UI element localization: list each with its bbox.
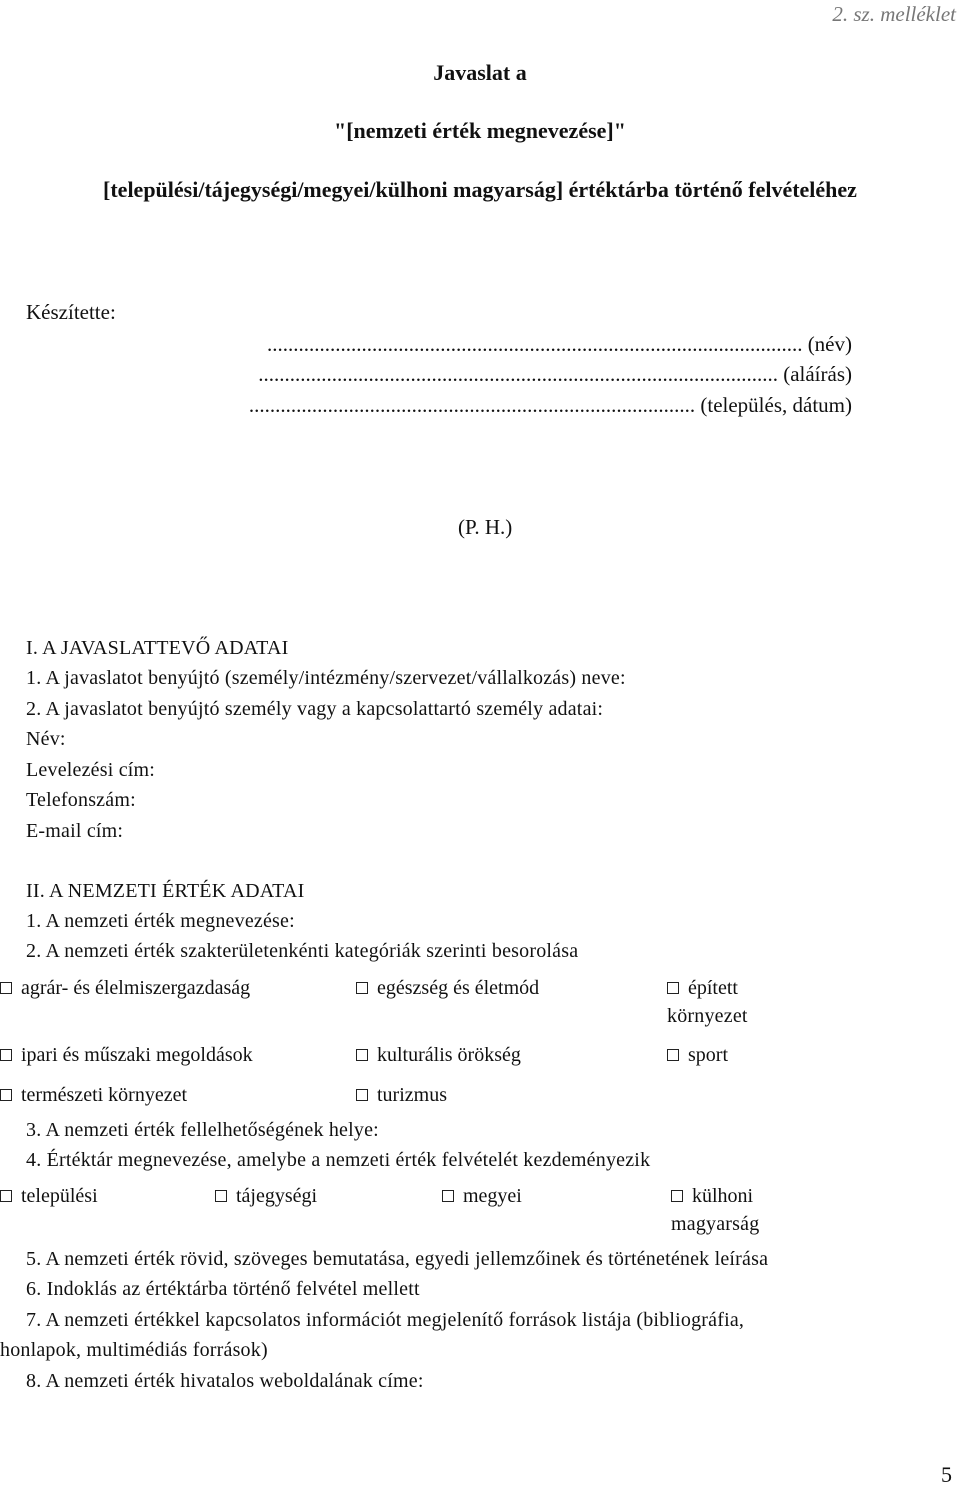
checkbox-termeszeti[interactable]	[0, 1081, 187, 1109]
s2-item3: 3. A nemzeti érték fellelhetőségének helye:	[26, 1119, 379, 1141]
checkbox-square[interactable]	[0, 1190, 12, 1202]
checkbox-square[interactable]	[0, 1049, 12, 1061]
checkbox-square[interactable]	[356, 1049, 368, 1061]
checkbox-square[interactable]	[356, 1089, 368, 1101]
checkbox-egeszseg[interactable]	[356, 974, 539, 1002]
checkbox-square[interactable]	[667, 982, 679, 994]
checkbox-epitett-kornyezet[interactable]	[667, 974, 738, 1002]
signature-line: ................................................................................................... (aláírás)	[258, 362, 852, 386]
checkbox-label: agrár- és élelmiszergazdaság	[21, 977, 251, 999]
checkbox-turizmus[interactable]	[356, 1081, 447, 1109]
checkbox-square[interactable]	[671, 1190, 683, 1202]
doc-title-line3: [települési/tájegységi/megyei/külhoni magyarság] értéktárba történő felvételéhez	[103, 177, 857, 202]
address-field-label: Levelezési cím:	[26, 759, 156, 781]
checkbox-square[interactable]	[442, 1190, 454, 1202]
page-number: 5	[941, 1462, 952, 1487]
s1-item1: 1. A javaslatot benyújtó (személy/intézmény/szervezet/vállalkozás) neve:	[26, 667, 626, 689]
place-date-line: ..................................................................................... (település, dátum)	[248, 393, 852, 417]
s2-item2: 2. A nemzeti érték szakterületenkénti kategóriák szerinti besorolása	[26, 940, 579, 962]
stamp-placeholder: (P. H.)	[458, 515, 513, 539]
annex-label: 2. sz. melléklet	[832, 2, 956, 26]
checkbox-agrar[interactable]	[0, 974, 250, 1002]
s2-item6: 6. Indoklás az értéktárba történő felvétel mellett	[26, 1278, 420, 1300]
checkbox-square[interactable]	[0, 1089, 12, 1101]
s2-item7: 7. A nemzeti értékkel kapcsolatos információt megjelenítő források listája (bibliográfia,	[26, 1309, 745, 1331]
s1-item2: 2. A javaslatot benyújtó személy vagy a kapcsolattartó személy adatai:	[26, 698, 604, 720]
checkbox-label-cont: környezet	[667, 1005, 748, 1027]
section1-heading: I. A JAVASLATTEVŐ ADATAI	[26, 637, 289, 659]
checkbox-kulturalis[interactable]	[356, 1041, 521, 1069]
checkbox-square[interactable]	[667, 1049, 679, 1061]
checkbox-kulhoni-magyarsag[interactable]	[671, 1182, 753, 1210]
checkbox-megyei[interactable]	[442, 1182, 522, 1210]
checkbox-label: sport	[688, 1044, 728, 1066]
checkbox-square[interactable]	[356, 982, 368, 994]
checkbox-label: természeti környezet	[21, 1084, 188, 1106]
checkbox-ipari[interactable]	[0, 1041, 253, 1069]
checkbox-label: tájegységi	[236, 1185, 318, 1207]
name-line: ...................................................................................................... (név)	[266, 332, 852, 356]
checkbox-label: kulturális örökség	[377, 1044, 521, 1066]
checkbox-label-cont: magyarság	[671, 1213, 760, 1235]
checkbox-label: egészség és életmód	[377, 977, 540, 999]
s2-item7-cont: honlapok, multimédiás források)	[0, 1339, 268, 1361]
prepared-by-label: Készítette:	[26, 300, 116, 324]
name-field-label: Név:	[26, 728, 66, 750]
checkbox-telepulesi[interactable]	[0, 1182, 98, 1210]
checkbox-label: épített	[688, 977, 738, 999]
doc-title-line1: Javaslat a	[433, 60, 527, 85]
checkbox-label: ipari és műszaki megoldások	[21, 1044, 253, 1066]
s2-item4: 4. Értéktár megnevezése, amelybe a nemzeti érték felvételét kezdeményezik	[26, 1149, 651, 1171]
s2-item5: 5. A nemzeti érték rövid, szöveges bemutatása, egyedi jellemzőinek és történetének leírása	[26, 1248, 769, 1270]
checkbox-label: külhoni	[692, 1185, 754, 1207]
section2-heading: II. A NEMZETI ÉRTÉK ADATAI	[26, 880, 305, 902]
email-field-label: E-mail cím:	[26, 820, 124, 842]
checkbox-square[interactable]	[215, 1190, 227, 1202]
s2-item1: 1. A nemzeti érték megnevezése:	[26, 910, 295, 932]
checkbox-label: települési	[21, 1185, 98, 1207]
phone-field-label: Telefonszám:	[26, 789, 136, 811]
s2-item8: 8. A nemzeti érték hivatalos weboldalának címe:	[26, 1370, 424, 1392]
checkbox-square[interactable]	[0, 982, 12, 994]
checkbox-sport[interactable]	[667, 1041, 728, 1069]
checkbox-label: turizmus	[377, 1084, 447, 1106]
checkbox-tajegysegi[interactable]	[215, 1182, 317, 1210]
doc-title-line2: "[nemzeti érték megnevezése]"	[334, 118, 626, 143]
checkbox-label: megyei	[463, 1185, 522, 1207]
